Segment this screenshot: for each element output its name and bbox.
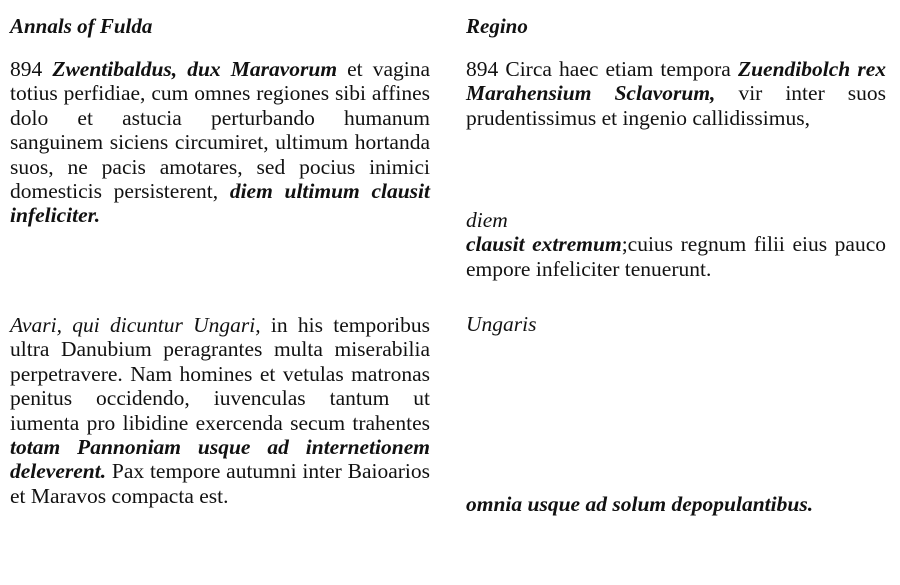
right-p1-closing: vir inter suos prudentissimus et ingenio callidissimus,: [466, 81, 886, 130]
left-p1-year: 894: [10, 57, 43, 81]
right-p2-phrase: clausit extremum: [466, 232, 622, 257]
left-paragraph-2: [10, 313, 430, 508]
left-p1-ending: diem ultimum clausit infeliciter.: [10, 179, 430, 228]
right-p2-text: ;cuius regnum filii eius pauco empore infeliciter tenuerunt.: [466, 232, 886, 281]
left-p2-text: in his temporibus ultra Danubium peragrantes multa miserabilia perpetravere. Nam homines et vetulas matronas penitus occidendo, iuvenculas tantum ut iumenta pro libidine exercenda secum trahentes: [10, 313, 430, 435]
right-paragraph-2: [466, 208, 886, 281]
left-heading: Annals of Fulda: [10, 14, 153, 38]
left-p1-name: Zwentibaldus, dux Maravorum: [52, 57, 338, 81]
left-paragraph-1: [10, 57, 430, 228]
right-heading: Regino: [466, 14, 528, 38]
right-column: [466, 12, 886, 516]
left-column: [10, 12, 431, 508]
right-paragraph-4: [466, 492, 886, 516]
right-p4-phrase: omnia usque ad solum depopulantibus.: [466, 492, 814, 516]
right-p2-word: diem: [466, 208, 508, 232]
right-p3-word: Ungaris: [466, 312, 537, 336]
left-p2-closing: Pax tempore autumni inter Baioarios et Maravos compacta est.: [10, 459, 430, 508]
left-p2-opening: Avari, qui dicuntur Ungari,: [10, 313, 261, 337]
right-paragraph-1: [466, 57, 886, 130]
left-p1-text: et vagina totius perfidiae, cum omnes regiones sibi affines dolo et astucia perturbando humanum sanguinem siciens circumiret, ultimum hortanda suos, ne pacis amotares, sed pocius inimici domesticis persisterent,: [10, 57, 431, 204]
right-p1-text: Circa haec etiam tempora: [498, 57, 738, 81]
right-p1-year: 894: [466, 57, 499, 81]
right-p1-name: Zuendibolch rex Marahensium Sclavorum,: [466, 57, 886, 106]
right-paragraph-3: [466, 312, 886, 336]
left-p2-italic: totam Pannoniam usque ad internetionem deleverent.: [10, 435, 430, 484]
